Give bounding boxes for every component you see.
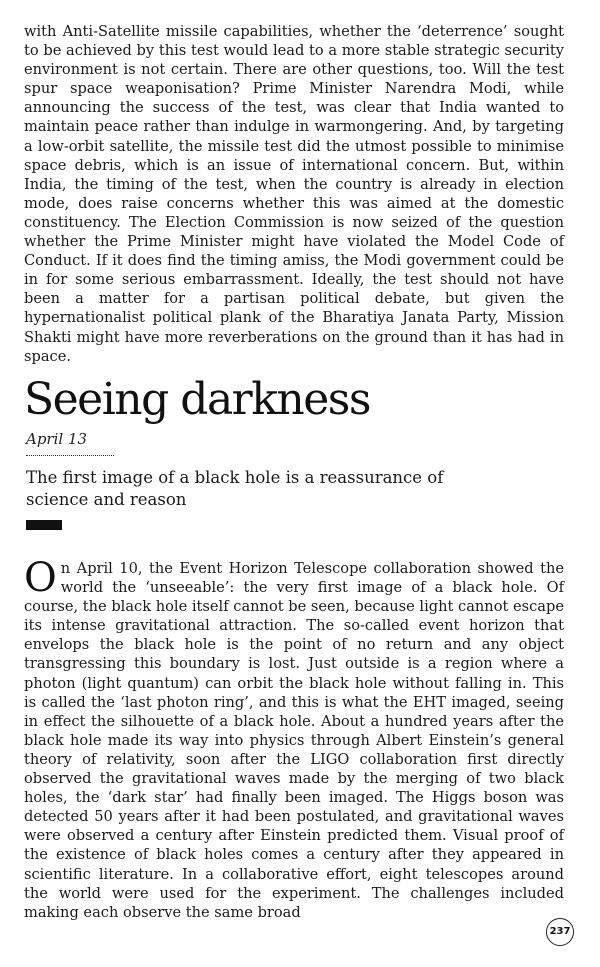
previous-article-text: with Anti-Satellite missile capabilities, whether the ‘deterrence’ sought to be achieved by this test would lead to a more stable strategic security environment is not certain. There are other questions, too. Will the test spur space weaponisation? Prime Minister Narendra Modi, while announcing the success of the test, was clear that India wanted to maintain peace rather than indulge in warmongering. And, by targeting a low-orbit satellite, the missile test did the utmost possible to minimise space debris, which is an issue of international concern. But, within India, the timing of the test, when the country is already in election mode, does raise concerns whether this was aimed at the domestic constituency. The Election Commission is now seized of the question whether the Prime Minister might have violated the Model Code of Conduct. If it does find the timing amiss, the Modi government could be in for some serious embarrassment. Ideally, the test should not have been a matter for a partisan political debate, but given the hypernationalist political plank of the Bharatiya Janata Party, Mission Shakti might have more reverberations on the ground than it has had in space. <box>24 23 564 365</box>
article-headline: Seeing darkness <box>24 374 370 425</box>
section-bar-marker <box>26 520 62 530</box>
article-subhead: The first image of a black hole is a reassurance of science and reason <box>26 468 444 509</box>
page-number: 237 <box>546 918 574 946</box>
date-divider <box>26 455 114 456</box>
article-body <box>24 555 564 922</box>
article-body-text: n April 10, the Event Horizon Telescope collaboration showed the world the ‘unseeable’: the very first image of a black hole. Of course, the black hole itself cannot be seen, because light cannot escape its intense gravitational attraction. The so-called event horizon that envelops the black hole is the point of no return and any object transgressing this boundary is lost. Just outside is a region where a photon (light quantum) can orbit the black hole without falling in. This is called the ‘last photon ring’, and this is what the EHT imaged, seeing in effect the silhouette of a black hole. About a hundred years after the black hole made its way into physics through Albert Einstein’s general theory of relativity, soon after the LIGO collaboration first directly observed the gravitational waves made by the merging of two black holes, the ‘dark star’ had finally been imaged. The Higgs boson was detected 50 years after it had been postulated, and gravitational waves were observed a century after Einstein predicted them. Visual proof of the existence of black holes comes a century after they appeared in scientific literature. In a collaborative effort, eight telescopes around the world were used for the experiment. The challenges included making each observe the same broad <box>24 560 564 921</box>
article-date: April 13 <box>26 430 88 448</box>
drop-cap: O <box>24 555 57 601</box>
